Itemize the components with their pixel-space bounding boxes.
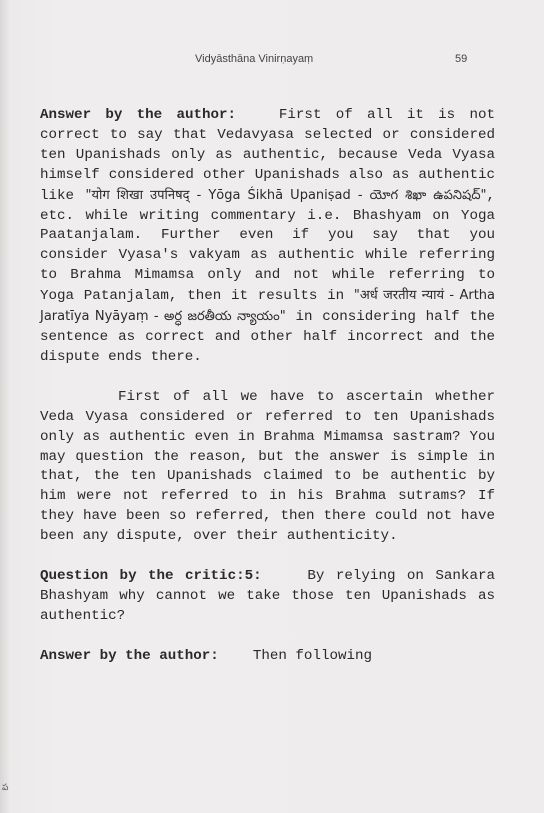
paragraph-label: Answer by the author:: [40, 647, 219, 664]
margin-mark: ప: [2, 782, 9, 792]
page-number: 59: [455, 53, 468, 65]
paragraph-question-5: [40, 567, 504, 627]
paragraph-text: in considering half the sentence as correct and other half incorrect and the dispute ends there.: [40, 309, 495, 365]
quoted-term: "योग शिखा उपनिषद् - Yōga Śikhā Upaniṣad - యోగ శిఖా ఉపనిషద్": [85, 187, 487, 203]
paragraph-answer-1: [40, 106, 504, 368]
running-header: [0, 53, 544, 69]
header-title: Vidyāsthāna Vinirṇayaṃ: [195, 53, 314, 65]
paragraph-label: Question by the critic:5:: [40, 568, 262, 585]
paragraph-answer-2: [40, 647, 495, 667]
paragraph-body-2: [40, 388, 495, 547]
paragraph-text: First of all it is not correct to say that Vedavyasa selected or considered ten Upanishads only as authentic, because Veda Vyasa himself considered other Upanishads also as authentic like: [40, 107, 504, 204]
paragraph-text: Then following: [218, 647, 373, 664]
paragraph-text: By relying on Sankara Bhashyam why cannot we take those ten Upanishads as authentic?: [40, 568, 504, 624]
page-body: [40, 106, 504, 667]
quoted-term: "अर्ध जरतीय न्यायं - Artha Jaratīya Nyāyaṃ - అర్ధ జరతీయ న్యాయం": [40, 288, 495, 325]
paragraph-text: First of all we have to ascertain whether Veda Vyasa considered or referred to ten Upanishads only as authentic even in Brahma Mimamsa sastram? You may question the reason, but the answer is simple in that, the ten Upanishads claimed to be authentic by him were not referred to in his Brahma sutrams? If they have been so referred, then there could not have been any dispute, over their authenticity.: [40, 388, 495, 545]
paragraph-label: Answer by the author:: [40, 107, 237, 123]
paragraph-text: , etc. while writing commentary i.e. Bhashyam on Yoga Paatanjalam. Further even if you say that you consider Vyasa's vakyam as authentic while referring to Brahma Mimamsa only and not while referring to Yoga Patanjalam, then it results in: [40, 187, 495, 305]
